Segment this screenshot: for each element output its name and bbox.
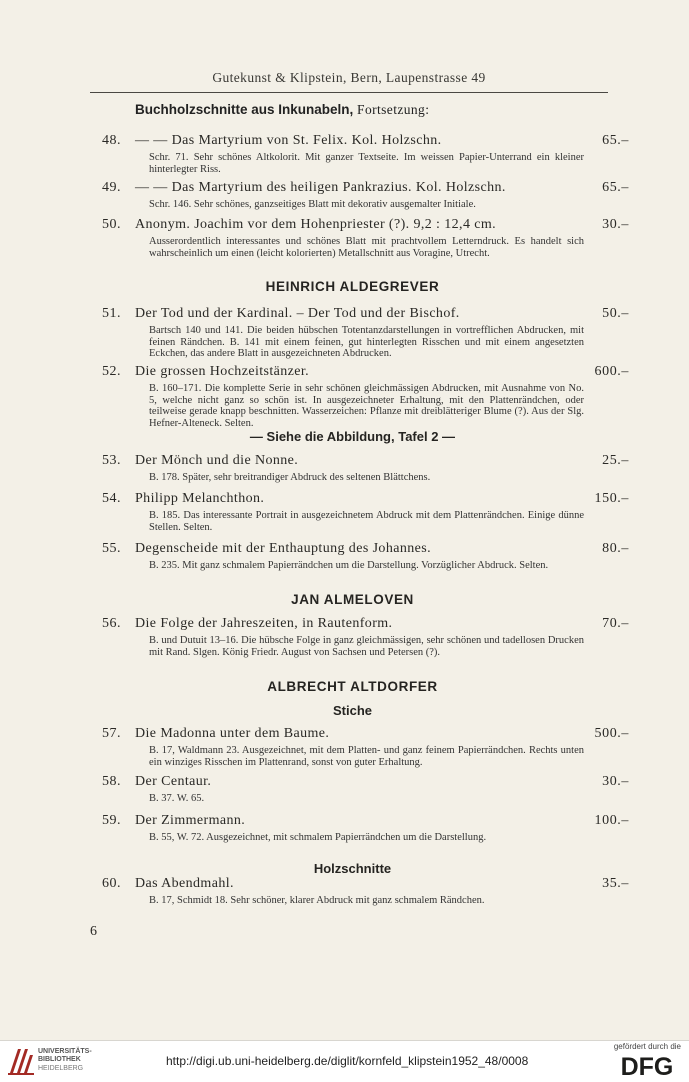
lot-number: 56. [102,616,121,631]
artist-heading-altdorfer: ALBRECHT ALTDORFER [267,679,438,694]
lot-number: 52. [102,364,121,379]
running-header: Gutekunst & Klipstein, Bern, Laupenstrasse 49 [212,70,486,85]
lot-number: 58. [102,774,121,789]
section-heading [135,102,429,118]
lot-number: 57. [102,726,121,741]
lot-title: Der Tod und der Kardinal. – Der Tod und der Bischof. [135,306,460,321]
section-title: Buchholzschnitte aus Inkunabeln, [135,102,354,117]
viewer-footer [0,1040,689,1082]
lot-title: Philipp Melanchthon. [135,491,265,506]
lot-description: Schr. 146. Sehr schönes, ganzseitiges Blatt mit dekorativ ausgemalter Initiale. [149,199,476,210]
lot-title: Anonym. Joachim vor dem Hohenpriester (?). 9,2 : 12,4 cm. [135,217,497,232]
lot-number: 59. [102,813,121,828]
lot-number: 51. [102,306,121,321]
lot-title: Der Centaur. [135,774,212,789]
lot-number: 49. [102,180,121,195]
lot-number: 53. [102,453,121,468]
lot-price: 35.– [602,876,629,891]
lot-title: Degenscheide mit der Enthauptung des Johannes. [135,541,431,556]
lot-title: Der Zimmermann. [135,813,246,828]
svg-text:DFG: DFG [620,1053,674,1079]
lot-number: 54. [102,491,121,506]
lot-price: 600.– [594,364,629,379]
lot-number: 48. [102,133,121,148]
subheading-stiche: Stiche [332,703,372,718]
university-library-logo-icon [6,1045,36,1077]
lot-description: B. 17, Schmidt 18. Sehr schöner, klarer Abdruck mit ganz schmalem Rändchen. [149,895,485,906]
lot-price: 80.– [602,541,629,556]
lot-description: B. und Dutuit 13–16. Die hübsche Folge in ganz gleichmässigen, sehr schönen und tadellosen Drucken mit Rand. Slgen. König Friedr. August von Sachsen und Petersen (?). [149,635,584,658]
lot-title: Die grossen Hochzeitstänzer. [135,364,310,379]
lot-description: B. 17, Waldmann 23. Ausgezeichnet, mit dem Platten- und ganz feinem Papierrändchen. Rechts unten ein winziges Risschen im Plattenrand, sonst von guter Erhaltung. [149,745,584,768]
lot-title: Der Mönch und die Nonne. [135,453,299,468]
lot-description: B. 160–171. Die komplette Serie in sehr schönen gleichmässigen Abdrucken, mit Ausnahme von No. 5, welche nicht ganz so schön ist. In ausgezeichneter Erhaltung, mit den Plattenrändchen, oder teilweise gerade knapp beschnitten. Wasserzeichen: Pflanze mit dreiblätteriger Blume (?). Aus der Slg. Hefner-Alteneck. Selten. [149,383,584,429]
header-rule [90,92,608,93]
lot-title: — — Das Martyrium des heiligen Pankrazius. Kol. Holzschn. [135,180,506,195]
artist-heading-almeloven: JAN ALMELOVEN [291,592,414,607]
lot-description: Ausserordentlich interessantes und schönes Blatt mit prachtvollem Letterndruck. Es handelt sich wahrscheinlich um einen (leicht kolorierten) Metallschnitt aus Voragine, Utrecht. [149,236,584,259]
lot-price: 25.– [602,453,629,468]
lot-title: — — Das Martyrium von St. Felix. Kol. Holzschn. [135,133,442,148]
illustration-reference: — Siehe die Abbildung, Tafel 2 — [249,429,456,444]
lot-description: B. 37. W. 65. [149,793,205,804]
library-name: UNIVERSITÄTS- BIBLIOTHEK HEIDELBERG [38,1048,92,1072]
lot-price: 70.– [602,616,629,631]
dfg-logo-icon [613,1052,681,1079]
lot-description: B. 178. Später, sehr breitrandiger Abdruck des seltenen Blättchens. [149,472,431,483]
lot-price: 500.– [594,726,629,741]
lot-description: B. 185. Das interessante Portrait in ausgezeichnetem Abdruck mit dem Plattenrändchen. Einige dünne Stellen. Selten. [149,510,584,533]
lot-price: 65.– [602,180,629,195]
lot-price: 150.– [594,491,629,506]
lot-price: 30.– [602,217,629,232]
lot-title: Die Folge der Jahreszeiten, in Rautenform. [135,616,393,631]
lot-title: Die Madonna unter dem Baume. [135,726,330,741]
lot-description: B. 55, W. 72. Ausgezeichnet, mit schmalem Papierrändchen um die Darstellung. [149,832,487,843]
section-continuation: Fortsetzung: [357,102,430,117]
subheading-holzschnitte: Holzschnitte [313,861,392,876]
lot-description: B. 235. Mit ganz schmalem Papierrändchen um die Darstellung. Vorzüglicher Abdruck. Selten. [149,560,549,571]
lot-price: 50.– [602,306,629,321]
funded-by-label: gefördert durch die [613,1042,681,1051]
artist-heading-aldegrever: HEINRICH ALDEGREVER [265,279,440,294]
page-number: 6 [90,924,97,939]
lot-price: 65.– [602,133,629,148]
lot-number: 60. [102,876,121,891]
lot-number: 50. [102,217,121,232]
lot-title: Das Abendmahl. [135,876,234,891]
lot-description: Bartsch 140 und 141. Die beiden hübschen Totentanzdarstellungen in vortrefflichen Abdrucken, mit feinen Rändchen. B. 141 mit einem feinen, gut hinterlegten Risschen und mit einem angesetzten Eckchen, das andere Blatt in ausgezeichneten Abdrucken. [149,325,584,360]
lot-price: 100.– [594,813,629,828]
lot-number: 55. [102,541,121,556]
lot-description: Schr. 71. Sehr schönes Altkolorit. Mit ganzer Textseite. Im weissen Papier-Unterrand ein kleiner hinterlegter Riss. [149,152,584,175]
document-url[interactable]: http://digi.ub.uni-heidelberg.de/diglit/kornfeld_klipstein1952_48/0008 [166,1054,529,1068]
lot-price: 30.– [602,774,629,789]
